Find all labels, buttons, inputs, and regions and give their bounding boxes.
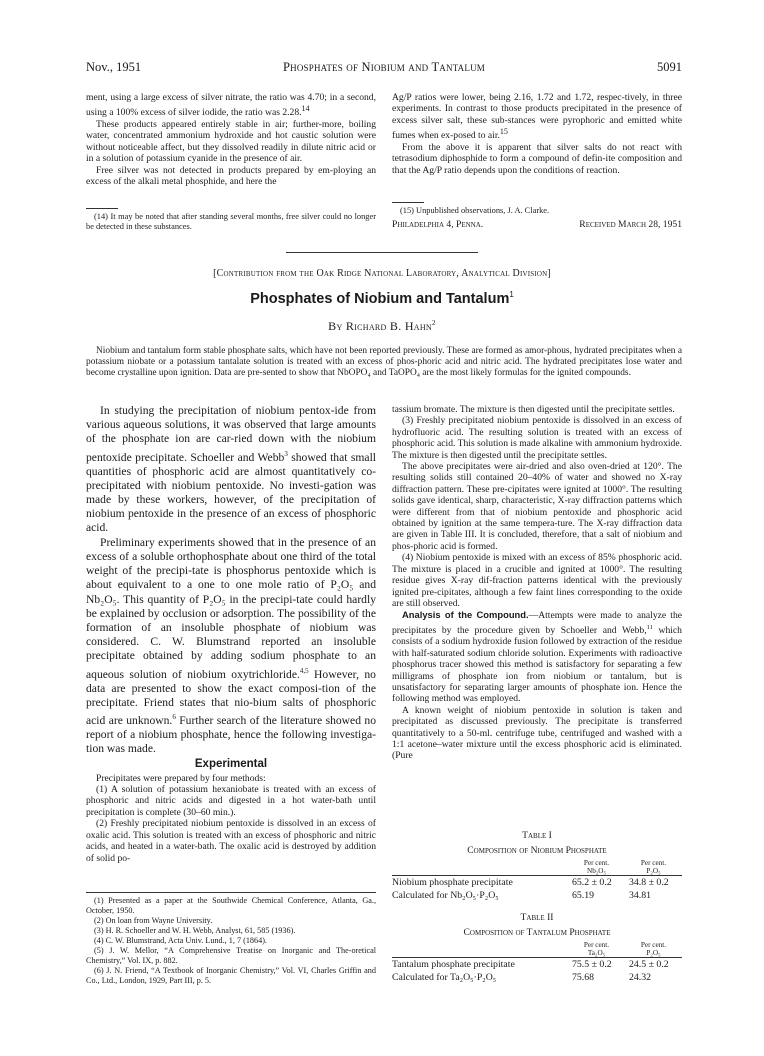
header-title: Phosphates of Niobium and Tantalum	[283, 60, 485, 74]
footnote-1: (1) Presented as a paper at the Southwide Chemical Conference, Atlanta, Ga., October, 1950.	[86, 896, 376, 915]
running-header	[86, 60, 682, 76]
table-row: Niobium phosphate precipitate 65.2 ± 0.2 34.8 ± 0.2	[392, 876, 682, 890]
author-byline: By Richard B. Hahn$^2$	[328, 319, 436, 333]
methods-intro: Precipitates were prepared by four methods:	[96, 772, 266, 784]
dateline	[392, 220, 682, 230]
prev-paragraph: ment, using a large excess of silver nitrate, the ratio was 4.70; in a second, using a 100% excess of silver iodide, the ratio was 2.28.14	[86, 92, 376, 119]
table-1	[392, 830, 682, 902]
table-2-label: Table II	[520, 912, 554, 923]
body-left-column	[86, 404, 376, 864]
prev-paragraph: From the above it is apparent that silver salts do not react with tetrasodium diphosphide to form a compound of defin-ite composition and that the Ag/P ratio depends upon the conditions of reaction.	[392, 141, 682, 176]
table-header: Per cent. Ta₂O₅	[583, 941, 610, 957]
body-paragraph: In studying the precipitation of niobium pentox-ide from various aqueous solutions, it was observed that large amounts of the phosphate ion are car-ried down with the niobium pentoxide precipitate. Schoeller and Webb$^3$ showed that small quantities of phosphoric acid are almost quantitatively co-precipitated with niobium pentoxide. No investi-gation was made by these workers, however, of the precipitation of niobium pentoxide in the presence of an excess of phosphoric acid.	[86, 404, 377, 535]
footnotes	[86, 896, 376, 986]
section-heading-experimental: Experimental	[194, 758, 268, 771]
analysis-heading: Analysis of the Compound.	[402, 609, 529, 621]
article-separator	[286, 252, 478, 253]
footnote-2: (2) On loan from Wayne University.	[94, 916, 213, 925]
prev-paragraph: These products appeared entirely stable in air; further-more, boiling water, concentrated ammonium hydroxide and hot caustic solution were without noticeable affect, but they dissolved readily in dilute nitric acid or in a solution of potassium cyanide in the presence of air.	[86, 119, 376, 165]
table-1-caption: Composition of Niobium Phosphate	[467, 845, 607, 856]
footnote-6: (6) J. N. Friend, “A Textbook of Inorganic Chemistry,” Vol. VI, Charles Griffin and Co., Ltd., London, 1929, Part III, p. 5.	[86, 966, 376, 985]
body-paragraph: The above precipitates were air-dried and also oven-dried at 120°. The resulting solids still contained 20–40% of water and showed no X-ray diffraction pattern. These pre-cipitates were ignited at 1000°. The resulting solids gave identical, sharp, characteristic, X-ray diffraction patterns which were different from that of niobium pentoxide and phosphoric acid obtained by ignition at the same tempera-ture. The X-ray diffraction data are given in Table III. It is concluded, therefore, that a salt of niobium and phos-phoric acid is formed.	[392, 461, 682, 552]
footnote-5: (5) J. W. Mellor, “A Comprehensive Treatise on Inorganic and The-oretical Chemistry,” Vol. IX, p. 882.	[86, 946, 376, 965]
prev-footnote-14: (14) It may be noted that after standing several months, free silver could no longer be detected in these substances.	[86, 212, 376, 232]
table-row: Calculated for Nb₂O₅·P₂O₅ 65.19 34.81	[392, 890, 652, 901]
footnote-rule	[86, 208, 118, 209]
body-paragraph: Preliminary experiments showed that in the presence of an excess of a soluble orthophosphate about one third of the total weight of the precipi-tate is phosphorus pentoxide which is about equivalent to a one to one mole ratio of P₂O₅ and Nb₂O₅. This quantity of P₂O₅ in the precipi-tate could hardly be explained by occlusion or adsorption. The possibility of the formation of an insoluble phosphate of niobium was considered. C. W. Blumstrand reported an insoluble precipitate obtained by adding sodium phosphate to an aqueous solution of niobium oxytrichloride.$^{4,5}$ However, no data are presented to show the exact composi-tion of the precipitate. Friend states that nio-bium salts of phosphoric acid are unknown.$^6$ Further search of the literature showed no report of a niobium phosphate, hence the following investiga-tion was made.	[86, 535, 376, 756]
table-header: Per cent. Nb₂O₅	[583, 859, 610, 875]
table-1-label: Table I	[522, 830, 552, 841]
method-4: (4) Niobium pentoxide is mixed with an excess of 85% phosphoric acid. The mixture is placed in a crucible and ignited at 1000°. The resulting residue gives X-ray dif-fraction patterns identical with the previously ignited pre-cipitates, although a few faint lines corresponding to the oxide are still observed.	[392, 552, 682, 609]
prev-paragraph: Free silver was not detected in products prepared by em-ploying an excess of the alkali metal phosphide, and here the	[86, 164, 376, 188]
contribution-line: [Contribution from the Oak Ridge National Laboratory, Analytical Division]	[213, 268, 551, 279]
table-header: Per cent. P₂O₅	[640, 859, 667, 875]
table-row: Calculated for Ta₂O₅·P₂O₅ 75.68 24.32	[392, 972, 652, 983]
header-date: Nov., 1951	[86, 60, 142, 74]
article-title: Phosphates of Niobium and Tantalum$^1$	[250, 290, 514, 307]
footnote-rule	[86, 892, 376, 893]
dateline-place: Philadelphia 4, Penna.	[392, 219, 484, 231]
prev-article-right-column	[392, 92, 682, 176]
header-page-number: 5091	[657, 60, 682, 74]
prev-paragraph: Ag/P ratios were lower, being 2.16, 1.72 and 1.72, respec-tively, in three experiments. In contrast to those products precipitated in the presence of excess silver salt, these sub-stances were pyrophoric and emitted white fumes when ex-posed to air.$^{15}$	[392, 92, 682, 142]
prev-footnote-15: (15) Unpublished observations, J. A. Clarke. Philadelphia 4, Penna. Received March 28, 1951	[392, 206, 682, 231]
method-3: (3) Freshly precipitated niobium pentoxide is dissolved in an excess of hydrofluoric acid. The resulting solution is treated with an excess of phosphoric acid. This solution is made alkaline with ammonium hydroxide. The mixture is then digested until the precipitate settles.	[392, 415, 682, 461]
method-2: (2) Freshly precipitated niobium pentoxide is dissolved in an excess of oxalic acid. This solution is treated with an excess of phosphoric and nitric acids, and heated in a water-bath. The oxalic acid is destroyed by addition of solid po-	[86, 818, 376, 864]
table-2-grid	[392, 941, 682, 984]
footnote-4: (4) C. W. Blumstrand, Acta Univ. Lund., 1, 7 (1864).	[94, 936, 267, 945]
analysis-paragraph: Analysis of the Compound.—Attempts were made to analyze the precipitates by the procedure given by Schoeller and Webb,$^{11}$ which consists of a sodium hydroxide fusion followed by extraction of the residue with half-saturated sodium chloride solution. Experiments with radioactive phosphorus tracer showed this method is satisfactory for separating a few milligrams of phosphate ion from niobium or tantalum, but is unsatisfactory for separating larger amounts of phosphate ion. Hence the following method was employed.	[392, 609, 683, 705]
footnote-3: (3) H. R. Schoeller and W. H. Webb, Analyst, 61, 585 (1936).	[94, 926, 296, 935]
dateline-received: Received March 28, 1951	[579, 219, 682, 231]
body-right-column	[392, 404, 682, 762]
table-header: Per cent. P₂O₅	[640, 941, 667, 957]
table-2-caption: Composition of Tantalum Phosphate	[463, 927, 611, 938]
body-paragraph: A known weight of niobium pentoxide in solution is taken and precipitated as discussed previously. The precipitate is transferred quantitatively to a 50-ml. centrifuge tube, centrifuged and washed with a 1:1 acetone–water mixture until the excess phosphoric acid is eliminated. (Pure	[392, 704, 682, 762]
body-paragraph: tassium bromate. The mixture is then digested until the precipitate settles.	[392, 404, 675, 415]
prev-article-left-column	[86, 92, 376, 187]
method-1: (1) A solution of potassium hexaniobate is treated with an excess of phosphoric and nitric acids and digested in a hot water-bath until precipitation is complete (30–60 min.).	[86, 784, 376, 818]
abstract: Niobium and tantalum form stable phosphate salts, which have not been reported previously. These are formed as amor-phous, hydrated precipitates when a potassium niobate or a potassium tantalate solution is treated with an excess of phos-phoric acid and nitric acid. The hydrated precipitates lose water and become crystalline upon ignition. Data are pre-sented to show that NbOPO₄ and TaOPO₄ are the most likely formulas for the ignited compounds.	[86, 346, 682, 378]
table-row: Tantalum phosphate precipitate 75.5 ± 0.2 24.5 ± 0.2	[392, 958, 682, 972]
footnote-rule	[392, 202, 424, 203]
table-1-grid	[392, 859, 682, 902]
table-2	[392, 912, 682, 984]
